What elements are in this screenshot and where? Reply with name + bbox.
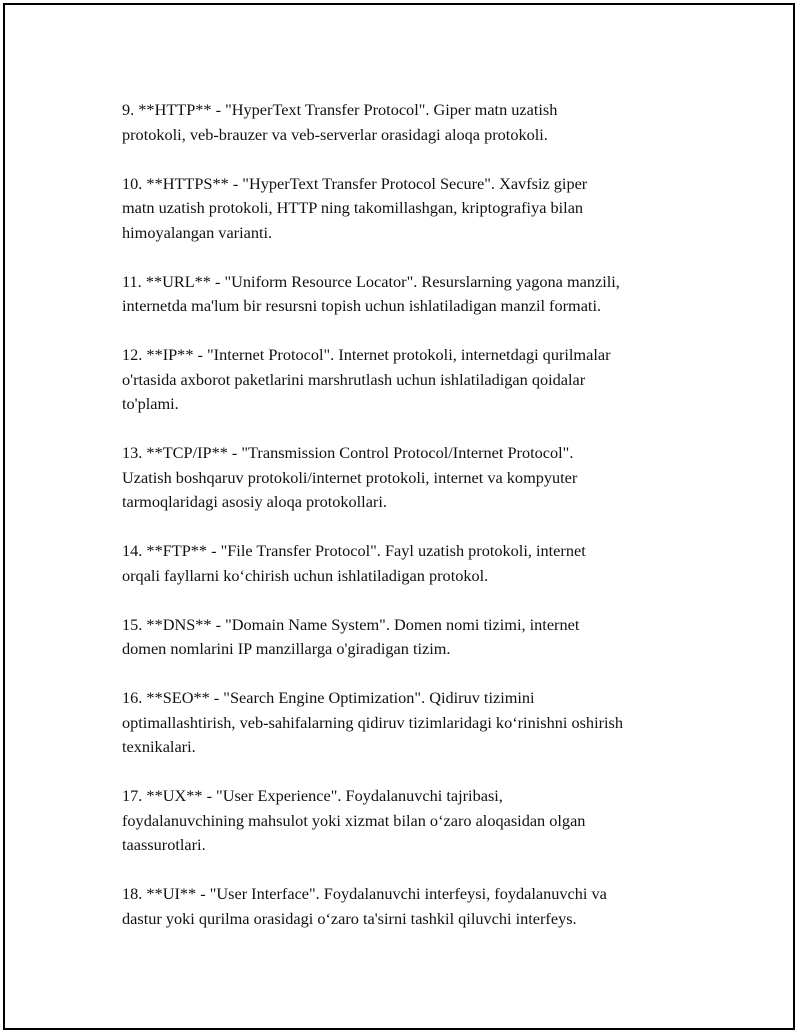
- entry-ip: [122, 343, 702, 417]
- entry-ui: [122, 882, 702, 931]
- entry-line: texnikalari.: [122, 737, 196, 756]
- entry-line: 16. **SEO** - "Search Engine Optimization". Qidiruv tizimini: [122, 688, 535, 707]
- entry-line: dastur yoki qurilma orasidagi oʻzaro ta'sirni tashkil qiluvchi interfeys.: [122, 908, 577, 928]
- entry-line: protokoli, veb-brauzer va veb-serverlar orasidagi aloqa protokoli.: [122, 124, 548, 144]
- entry-line: internetda ma'lum bir resursni topish uchun ishlatiladigan manzil formati.: [122, 296, 602, 315]
- entry-tcp-ip: [122, 441, 702, 515]
- entry-dns: [122, 613, 702, 662]
- entry-line: 11. **URL** - "Uniform Resource Locator". Resurslarning yagona manzili,: [122, 271, 620, 291]
- entry-line: foydalanuvchining mahsulot yoki xizmat bilan oʻzaro aloqasidan olgan: [122, 810, 586, 830]
- entry-line: domen nomlarini IP manzillarga o'giradigan tizim.: [122, 639, 451, 658]
- entry-http: [122, 98, 702, 147]
- entry-line: 9. **HTTP** - "HyperText Transfer Protocol". Giper matn uzatish: [122, 100, 558, 119]
- entry-line: 14. **FTP** - "File Transfer Protocol". Fayl uzatish protokoli, internet: [122, 541, 586, 560]
- entry-line: 10. **HTTPS** - "HyperText Transfer Protocol Secure". Xavfsiz giper: [122, 173, 588, 193]
- entry-line: optimallashtirish, veb-sahifalarning qidiruv tizimlaridagi koʻrinishni oshirish: [122, 712, 624, 732]
- entry-line: o'rtasida axborot paketlarini marshrutlash uchun ishlatiladigan qoidalar: [122, 369, 586, 389]
- entry-line: to'plami.: [122, 394, 179, 413]
- entry-ftp: [122, 539, 702, 588]
- entry-line: taassurotlari.: [122, 835, 206, 854]
- entry-ux: [122, 784, 702, 858]
- page-frame: [3, 3, 795, 1030]
- entry-line: matn uzatish protokoli, HTTP ning takomillashgan, kriptografiya bilan: [122, 198, 584, 217]
- entry-line: 17. **UX** - "User Experience". Foydalanuvchi tajribasi,: [122, 786, 503, 805]
- entry-line: 13. **TCP/IP** - "Transmission Control Protocol/Internet Protocol".: [122, 443, 574, 462]
- entry-line: 15. **DNS** - "Domain Name System". Domen nomi tizimi, internet: [122, 614, 580, 634]
- entry-line: tarmoqlaridagi asosiy aloqa protokollari.: [122, 492, 387, 511]
- entry-https: [122, 172, 702, 246]
- entry-url: [122, 270, 702, 319]
- document-body: [122, 98, 702, 956]
- entry-line: orqali fayllarni koʻchirish uchun ishlatiladigan protokol.: [122, 565, 489, 585]
- entry-line: 12. **IP** - "Internet Protocol". Internet protokoli, internetdagi qurilmalar: [122, 345, 611, 364]
- entry-line: 18. **UI** - "User Interface". Foydalanuvchi interfeysi, foydalanuvchi va: [122, 884, 607, 903]
- entry-seo: [122, 686, 702, 760]
- entry-line: Uzatish boshqaruv protokoli/internet protokoli, internet va kompyuter: [122, 467, 578, 487]
- entry-line: himoyalangan varianti.: [122, 222, 273, 242]
